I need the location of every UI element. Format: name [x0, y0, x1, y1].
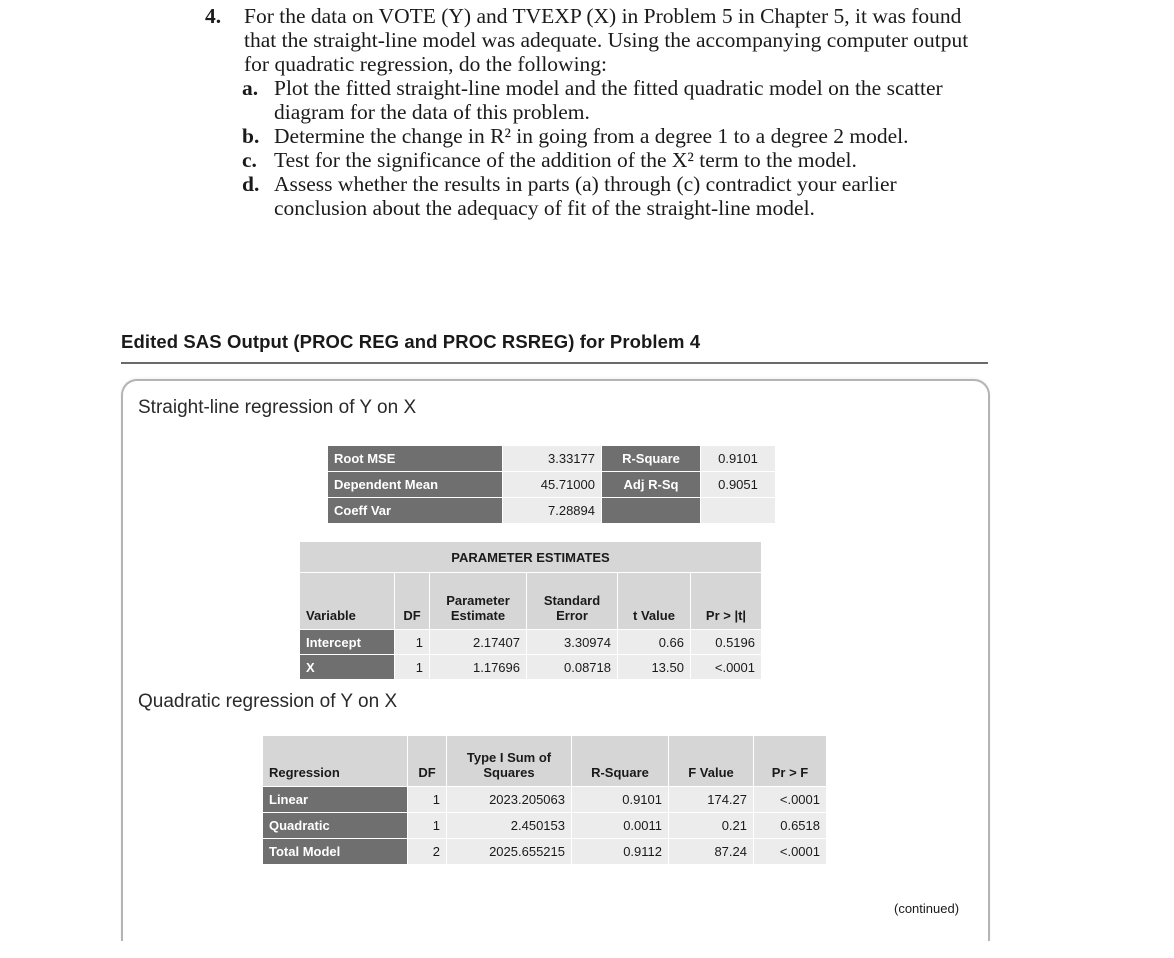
fit-statistics-table	[327, 445, 776, 524]
fit-label2	[602, 498, 701, 524]
table-row	[328, 446, 776, 472]
q-p: <.0001	[754, 839, 827, 865]
table-row	[263, 787, 827, 813]
col-t: t Value	[618, 573, 691, 630]
q-df: 1	[408, 813, 447, 839]
param-stderr: 0.08718	[527, 655, 618, 680]
param-table-title: PARAMETER ESTIMATES	[300, 542, 762, 573]
q-df: 2	[408, 839, 447, 865]
heading-divider	[121, 362, 988, 364]
quadratic-regression-table	[262, 735, 827, 865]
table-row	[300, 655, 762, 680]
table-title-row	[300, 542, 762, 573]
problem-stem-line: 4. For the data on VOTE (Y) and TVEXP (X) in Problem 5 in Chapter 5, it was found	[205, 4, 962, 28]
col-p: Pr > |t|	[691, 573, 762, 630]
param-df: 1	[395, 630, 430, 655]
table-header-row	[300, 573, 762, 630]
param-estimate: 2.17407	[430, 630, 527, 655]
param-variable: X	[300, 655, 395, 680]
q-regression: Total Model	[263, 839, 408, 865]
param-t: 0.66	[618, 630, 691, 655]
col-f: F Value	[669, 736, 754, 787]
table-row	[300, 630, 762, 655]
q-f: 87.24	[669, 839, 754, 865]
q-ss: 2023.205063	[447, 787, 572, 813]
fit-label: Root MSE	[328, 446, 503, 472]
col-df: DF	[395, 573, 430, 630]
col-ss: Type I Sum of Squares	[447, 736, 572, 787]
param-variable: Intercept	[300, 630, 395, 655]
param-stderr: 3.30974	[527, 630, 618, 655]
table-row	[263, 839, 827, 865]
fit-value: 7.28894	[503, 498, 602, 524]
problem-stem-line: that the straight-line model was adequate. Using the accompanying computer output	[244, 28, 969, 52]
sas-output-heading: Edited SAS Output (PROC REG and PROC RSREG) for Problem 4	[121, 331, 701, 352]
continued-note: (continued)	[894, 901, 960, 916]
part-d-cont: conclusion about the adequacy of fit of the straight-line model.	[274, 196, 815, 220]
fit-value2: 0.9051	[701, 472, 776, 498]
q-r2: 0.0011	[572, 813, 669, 839]
q-ss: 2.450153	[447, 813, 572, 839]
fit-value: 45.71000	[503, 472, 602, 498]
param-p: <.0001	[691, 655, 762, 680]
q-f: 0.21	[669, 813, 754, 839]
fit-label: Coeff Var	[328, 498, 503, 524]
parameter-estimates-table	[299, 541, 762, 680]
q-p: 0.6518	[754, 813, 827, 839]
q-r2: 0.9101	[572, 787, 669, 813]
problem-4	[205, 4, 1005, 220]
problem-number: 4.	[205, 4, 222, 28]
param-t: 13.50	[618, 655, 691, 680]
col-stderr: Standard Error	[527, 573, 618, 630]
q-df: 1	[408, 787, 447, 813]
fit-value: 3.33177	[503, 446, 602, 472]
fit-label2: R-Square	[602, 446, 701, 472]
part-a-cont: diagram for the data of this problem.	[274, 100, 590, 124]
problem-stem-line: for quadratic regression, do the following:	[244, 52, 608, 76]
table-row	[328, 472, 776, 498]
fit-value2	[701, 498, 776, 524]
col-variable: Variable	[300, 573, 395, 630]
param-p: 0.5196	[691, 630, 762, 655]
table-header-row	[263, 736, 827, 787]
col-regression: Regression	[263, 736, 408, 787]
part-a: a. Plot the fitted straight-line model and the fitted quadratic model on the scatter	[242, 76, 943, 100]
q-r2: 0.9112	[572, 839, 669, 865]
part-c: c. Test for the significance of the addition of the X² term to the model.	[242, 148, 857, 172]
straight-line-title: Straight-line regression of Y on X	[138, 397, 417, 418]
quadratic-title: Quadratic regression of Y on X	[138, 691, 398, 712]
q-regression: Linear	[263, 787, 408, 813]
q-regression: Quadratic	[263, 813, 408, 839]
part-d: d. Assess whether the results in parts (a) through (c) contradict your earlier	[242, 172, 897, 196]
q-ss: 2025.655215	[447, 839, 572, 865]
fit-label: Dependent Mean	[328, 472, 503, 498]
col-estimate: Parameter Estimate	[430, 573, 527, 630]
table-row	[263, 813, 827, 839]
part-b: b. Determine the change in R² in going from a degree 1 to a degree 2 model.	[242, 124, 909, 148]
q-p: <.0001	[754, 787, 827, 813]
q-f: 174.27	[669, 787, 754, 813]
param-df: 1	[395, 655, 430, 680]
fit-value2: 0.9101	[701, 446, 776, 472]
col-df: DF	[408, 736, 447, 787]
col-r2: R-Square	[572, 736, 669, 787]
table-row	[328, 498, 776, 524]
param-estimate: 1.17696	[430, 655, 527, 680]
fit-label2: Adj R-Sq	[602, 472, 701, 498]
col-p: Pr > F	[754, 736, 827, 787]
